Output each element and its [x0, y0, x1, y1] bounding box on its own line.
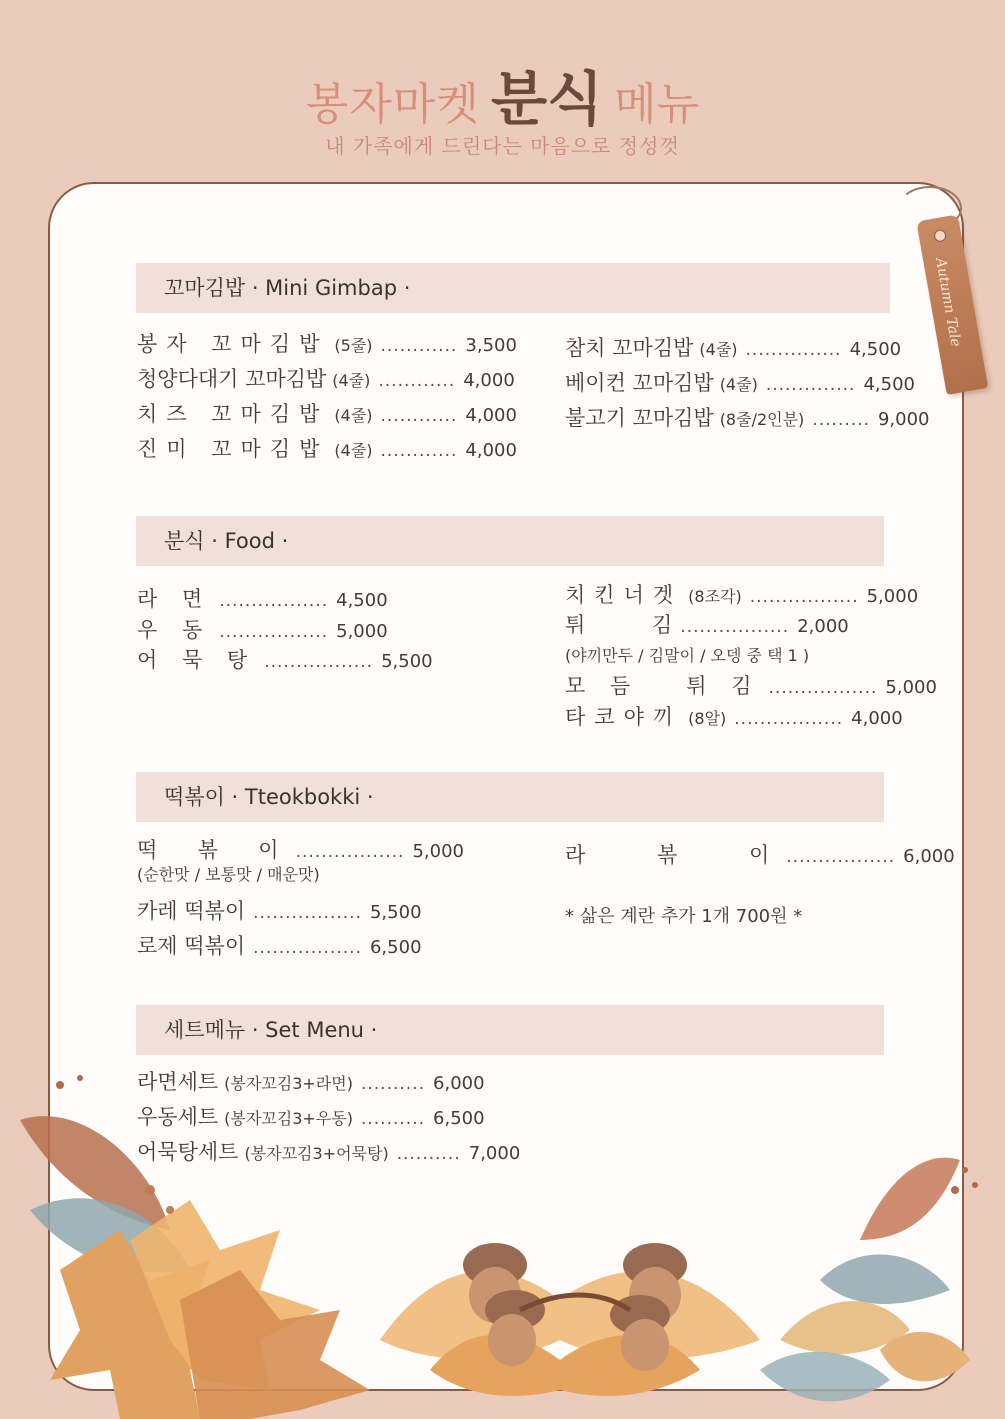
menu-item: 베이컨 꼬마김밥 (4줄) .............. 4,500 [565, 371, 915, 395]
title-menu: 메뉴 [614, 79, 700, 130]
menu-item: 우 동 ................. 5,000 [137, 618, 388, 642]
menu-item: 로제 떡볶이 ................. 6,500 [137, 934, 422, 958]
section-header-tteokbokki: 떡볶이 · Tteokbokki · [136, 772, 884, 822]
menu-item: 타코야끼 (8알) ................. 4,000 [565, 705, 903, 729]
menu-item: 떡 볶 이 ................. 5,000 [137, 838, 464, 862]
title-brand: 봉자마켓 [305, 79, 480, 130]
tag-hole [933, 229, 947, 243]
section-header-gimbap: 꼬마김밥 · Mini Gimbap · [136, 263, 890, 313]
menu-item: 불고기 꼬마김밥 (8줄/2인분) ......... 9,000 [565, 406, 930, 430]
section-header-set: 세트메뉴 · Set Menu · [136, 1005, 884, 1055]
menu-item: 치킨너겟 (8조각) ................. 5,000 [565, 583, 919, 607]
menu-item: 우동세트 (봉자꼬김3+우동) .......... 6,500 [137, 1105, 485, 1129]
menu-item: 카레 떡볶이 ................. 5,500 [137, 899, 422, 923]
acorn-cluster-icon [380, 1243, 760, 1396]
menu-item: 라 면 ................. 4,500 [137, 587, 388, 611]
menu-item: 라면세트 (봉자꼬김3+라면) .......... 6,000 [137, 1070, 485, 1094]
page-subtitle: 내 가족에게 드린다는 마음으로 정성껏 [325, 134, 680, 158]
title-category: 분식 [490, 65, 604, 133]
section-header-food: 분식 · Food · [136, 516, 884, 566]
menu-item: 청양다대기 꼬마김밥 (4줄) ............ 4,000 [137, 367, 515, 391]
menu-item: 튀 김 ................. 2,000 [565, 613, 849, 637]
right-leaf-cluster-icon [760, 1158, 978, 1402]
menu-item: 라 볶 이 ................. 6,000 [565, 843, 955, 867]
menu-item: 어묵탕세트 (봉자꼬김3+어묵탕) .......... 7,000 [137, 1140, 521, 1164]
menu-item: 모 듬 튀 김 ................. 5,000 [565, 674, 937, 698]
tag-text: Autumn Tale [932, 256, 964, 348]
egg-addon-note: * 삶은 계란 추가 1개 700원 * [565, 906, 803, 927]
autumn-leaves-decoration-icon [0, 1040, 1005, 1419]
menu-item: 진미 꼬마김밥 (4줄) ............ 4,000 [137, 437, 517, 461]
spice-level-note: (순한맛 / 보통맛 / 매운맛) [137, 865, 320, 884]
page-title [0, 52, 1005, 136]
left-leaf-cluster-icon [20, 1075, 370, 1419]
menu-item: 참치 꼬마김밥 (4줄) ............... 4,500 [565, 336, 902, 360]
twigim-option-note: (야끼만두 / 김말이 / 오뎅 중 택 1 ) [565, 646, 810, 665]
menu-item: 치즈 꼬마김밥 (4줄) ............ 4,000 [137, 402, 517, 426]
menu-item: 어 묵 탕 ................. 5,500 [137, 648, 433, 672]
menu-item: 봉자 꼬마김밥 (5줄) ............ 3,500 [137, 332, 517, 356]
